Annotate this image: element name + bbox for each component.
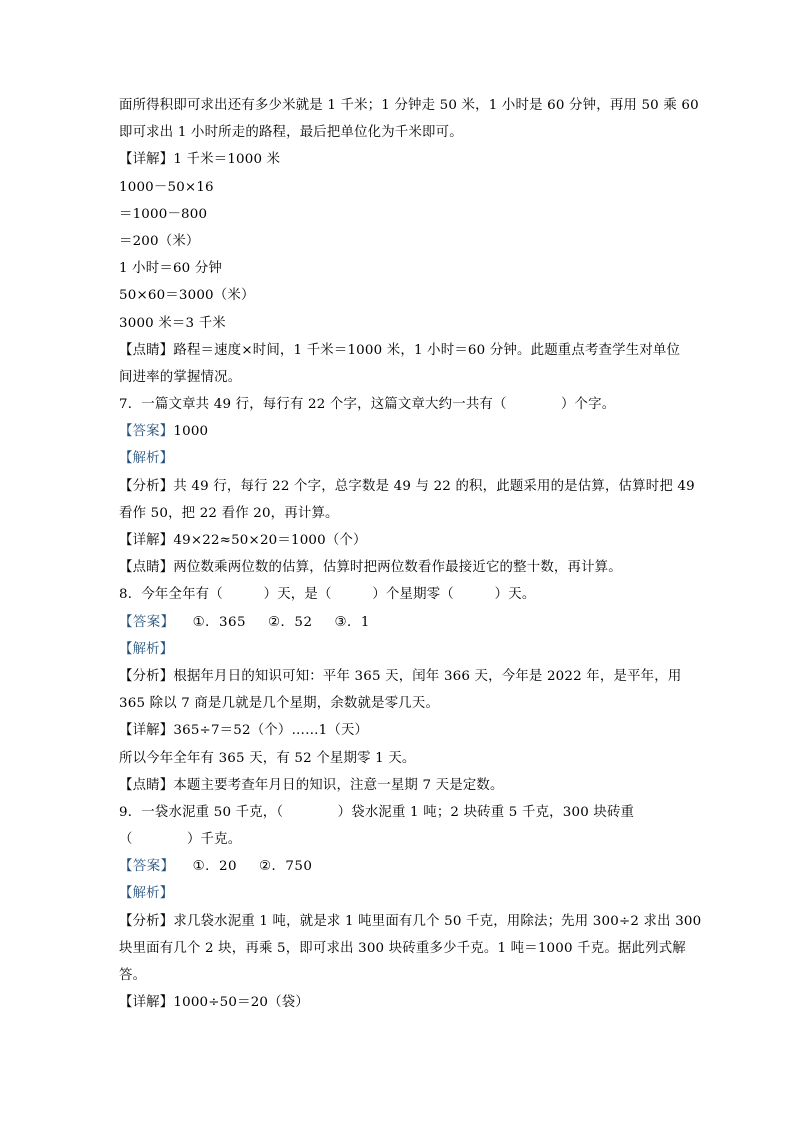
text-line: 即可求出 1 小时所走的路程，最后把单位化为千米即可。 bbox=[119, 125, 463, 141]
comment-line bbox=[119, 337, 679, 364]
reasoning-text: 求几袋水泥重 1 吨，就是求 1 吨里面有几个 50 千克，用除法；先用 300÷2 求出 300 bbox=[173, 913, 702, 929]
formula-line: 1 小时＝60 分钟 bbox=[119, 261, 223, 277]
answer-line bbox=[119, 853, 679, 880]
reasoning-tag: 【分析】 bbox=[119, 478, 174, 494]
comment-text: 路程＝速度×时间，1 千米＝1000 米，1 小时＝60 分钟。此题重点考查学生对单位 bbox=[173, 342, 681, 358]
comment-tag: 【点睛】 bbox=[119, 777, 174, 793]
answer-item-2: ②．52 bbox=[268, 614, 313, 630]
formula-line: 3000 米＝3 千米 bbox=[119, 315, 226, 331]
detail-line bbox=[119, 717, 679, 744]
reasoning-tag: 【分析】 bbox=[119, 668, 174, 684]
comment-tag: 【点睛】 bbox=[119, 560, 174, 576]
text-line: 所以今年全年有 365 天，有 52 个星期零 1 天。 bbox=[119, 750, 416, 766]
answer-tag: 【答案】 bbox=[119, 859, 175, 875]
question-8: 8．今年全年有（ ）天，是（ ）个星期零（ ）天。 bbox=[119, 587, 536, 603]
detail-line bbox=[119, 989, 679, 1016]
formula-line: 1000－50×16 bbox=[119, 179, 214, 195]
comment-text: 两位数乘两位数的估算，估算时把两位数看作最接近它的整十数，再计算。 bbox=[173, 560, 622, 576]
reasoning-tag: 【分析】 bbox=[119, 913, 174, 929]
formula-line: ＝1000－800 bbox=[119, 206, 208, 222]
text-line: 面所得积即可求出还有多少米就是 1 千米；1 分钟走 50 米，1 小时是 60 分钟，再用 50 乘 60 bbox=[119, 98, 699, 113]
text-line: 看作 50，把 22 看作 20，再计算。 bbox=[119, 505, 339, 521]
detail-text: 1 千米＝1000 米 bbox=[173, 152, 281, 168]
document-page bbox=[119, 92, 702, 1016]
detail-tag: 【详解】 bbox=[119, 533, 174, 548]
reasoning-text: 共 49 行，每行 22 个字，总字数是 49 与 22 的积，此题采用的是估算，估算时把 49 bbox=[173, 478, 695, 494]
answer-tag: 【答案】 bbox=[119, 614, 175, 630]
reasoning-line bbox=[119, 908, 702, 935]
text-line: 答。 bbox=[119, 968, 147, 983]
detail-tag: 【详解】 bbox=[119, 152, 174, 168]
text-line: 间进率的掌握情况。 bbox=[119, 369, 242, 385]
detail-tag: 【详解】 bbox=[119, 995, 174, 1011]
detail-tag: 【详解】 bbox=[119, 723, 174, 739]
detail-text: 1000÷50＝20（袋） bbox=[173, 995, 309, 1011]
analysis-line bbox=[119, 445, 679, 472]
detail-line bbox=[119, 527, 679, 554]
text-line: 块里面有几个 2 块，再乘 5，即可求出 300 块砖重多少千克。1 吨＝1000 千克。据此列式解 bbox=[119, 940, 686, 956]
text-line: 365 除以 7 商是几就是几个星期，余数就是零几天。 bbox=[119, 696, 440, 712]
comment-line bbox=[119, 772, 679, 799]
question-9-continued: （ ）千克。 bbox=[119, 832, 242, 848]
detail-text: 49×22≈50×20＝1000（个） bbox=[173, 533, 367, 548]
question-9: 9．一袋水泥重 50 千克，（ ）袋水泥重 1 吨；2 块砖重 5 千克，300 块砖重 bbox=[119, 804, 635, 820]
detail-text: 365÷7＝52（个）……1（天） bbox=[173, 723, 369, 739]
answer-tag: 【答案】 bbox=[119, 424, 174, 440]
answer-item-1: ①．365 bbox=[192, 614, 247, 630]
reasoning-text: 根据年月日的知识可知：平年 365 天，闰年 366 天，今年是 2022 年，是平年，用 bbox=[173, 668, 682, 684]
analysis-line bbox=[119, 880, 679, 907]
comment-line bbox=[119, 554, 679, 581]
comment-text: 本题主要考查年月日的知识，注意一星期 7 天是定数。 bbox=[173, 777, 504, 793]
answer-line bbox=[119, 418, 679, 445]
answer-item-2: ②．750 bbox=[259, 859, 313, 875]
formula-line: 50×60＝3000（米） bbox=[119, 288, 255, 304]
reasoning-line bbox=[119, 663, 682, 690]
analysis-line bbox=[119, 636, 679, 663]
comment-tag: 【点睛】 bbox=[119, 342, 174, 358]
analysis-tag: 【解析】 bbox=[119, 886, 174, 902]
analysis-tag: 【解析】 bbox=[119, 451, 174, 467]
formula-line: ＝200（米） bbox=[119, 233, 200, 249]
answer-line bbox=[119, 609, 679, 636]
analysis-tag: 【解析】 bbox=[119, 641, 174, 657]
reasoning-line bbox=[119, 473, 695, 500]
question-7: 7．一篇文章共 49 行，每行有 22 个字，这篇文章大约一共有（ ）个字。 bbox=[119, 397, 616, 413]
answer-text: 1000 bbox=[173, 424, 209, 440]
detail-line bbox=[119, 146, 679, 173]
answer-item-1: ①．20 bbox=[192, 859, 237, 875]
answer-item-3: ③．1 bbox=[334, 614, 370, 630]
